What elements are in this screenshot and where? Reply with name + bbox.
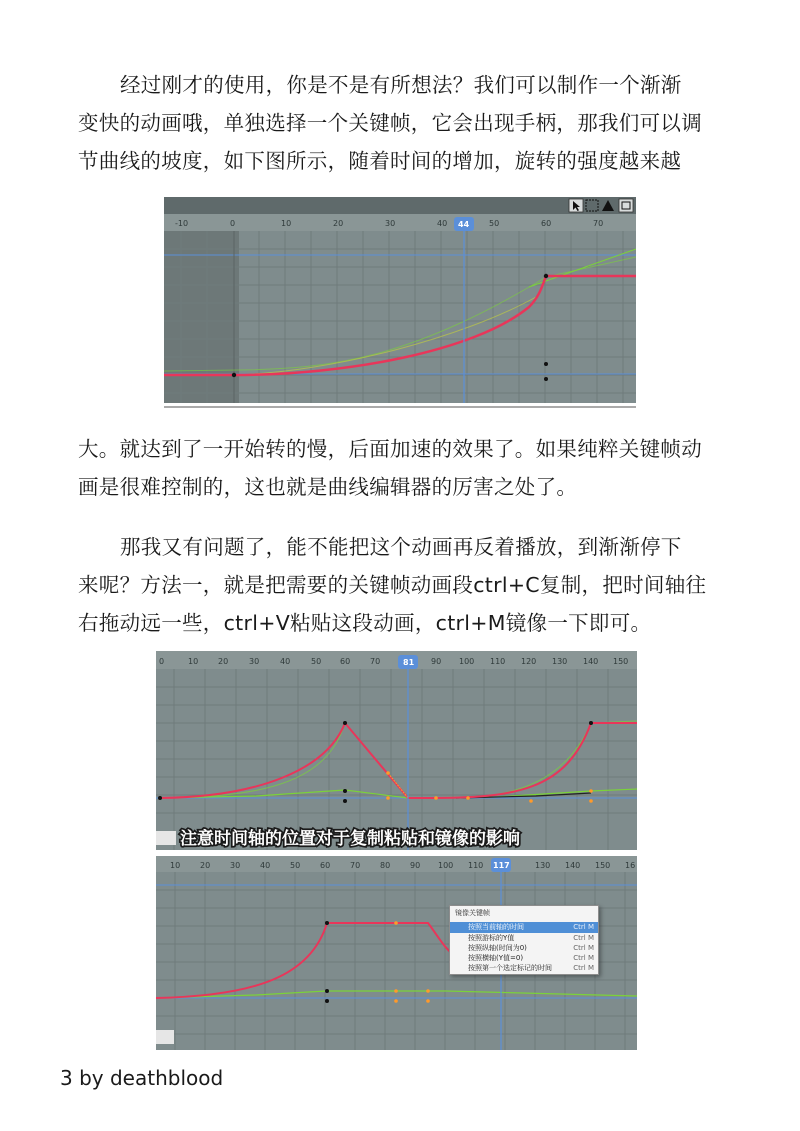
paragraph-question: [78, 528, 726, 642]
keyframe-point: [343, 721, 347, 725]
menu-item-label: 按照当前轴的时间: [468, 923, 524, 932]
ruler-tick: 60: [340, 657, 351, 666]
ruler-tick: 100: [438, 861, 454, 870]
ruler-tick: 100: [459, 657, 475, 666]
ruler-tick: 140: [565, 861, 581, 870]
ruler-tick: 110: [490, 657, 506, 666]
ruler-tick: 60: [320, 861, 331, 870]
ruler-tick: 50: [311, 657, 322, 666]
ruler-tick: 70: [350, 861, 361, 870]
playhead-label: 44: [458, 220, 470, 229]
menu-item-label: 按照纵轴(时间为0): [468, 943, 527, 952]
page-footer: 3 by deathblood: [60, 1066, 224, 1090]
ruler-tick: 10: [281, 219, 292, 228]
handle-point: [325, 989, 329, 993]
keyframe-point: [232, 373, 236, 377]
ruler-tick: 70: [370, 657, 381, 666]
menu-item-label: 按照第一个选定标记的时间: [468, 964, 552, 973]
menu-item-label: 按照横轴(Y值=0): [468, 954, 524, 963]
paragraph-explanation: [78, 430, 726, 506]
text-line: 画是很难控制的，这也就是曲线编辑器的厉害之处了。: [78, 475, 578, 499]
ruler-tick: 110: [468, 861, 484, 870]
menu-item-label: 按照游标的Y值: [468, 933, 515, 942]
curve-editor-screenshot-1: [164, 197, 636, 409]
text-line: 变快的动画哦，单独选择一个关键帧，它会出现手柄，那我们可以调: [78, 111, 702, 135]
keyframe-point: [158, 796, 162, 800]
ruler-tick: 0: [159, 657, 165, 666]
ruler-tick: 90: [410, 861, 421, 870]
ruler-tick: 130: [535, 861, 551, 870]
text-line: 右拖动远一些，ctrl+V粘贴这段动画，ctrl+M镜像一下即可。: [78, 611, 652, 635]
menu-item-shortcut: Ctrl M: [573, 964, 594, 973]
ruler-tick: 20: [333, 219, 344, 228]
text-line: 节曲线的坡度，如下图所示，随着时间的增加，旋转的强度越来越: [78, 149, 682, 173]
ruler-tick: 10: [188, 657, 199, 666]
ruler-tick: 30: [230, 861, 241, 870]
menu-item-mirror-vertical-axis[interactable]: [450, 943, 598, 953]
ruler-tick: 70: [593, 219, 604, 228]
handle-point: [343, 789, 347, 793]
ruler-tick: 50: [489, 219, 500, 228]
ruler-tick: 80: [380, 861, 391, 870]
context-menu-title: 镜像关键帧: [455, 909, 490, 917]
paragraph-intro: [78, 66, 726, 180]
ruler-tick: 40: [260, 861, 271, 870]
ruler-tick: 130: [552, 657, 568, 666]
text-line: 来呢？方法一，就是把需要的关键帧动画段ctrl+C复制，把时间轴往: [78, 573, 707, 597]
ruler-tick: 60: [541, 219, 552, 228]
menu-item-mirror-cursor-y[interactable]: [450, 933, 598, 943]
keyframe-point: [589, 721, 593, 725]
handle-point: [343, 799, 347, 803]
text-line: 大。就达到了一开始转的慢，后面加速的效果了。如果纯粹关键帧动: [78, 437, 702, 461]
ruler-tick: 40: [280, 657, 291, 666]
ruler-tick: -10: [175, 219, 189, 228]
ruler-tick: 10: [170, 861, 181, 870]
keyframe-point: [325, 921, 329, 925]
playhead-label: 81: [403, 658, 415, 667]
handle-point: [544, 362, 548, 366]
ruler-tick: 20: [218, 657, 229, 666]
fit-icon: [619, 199, 633, 212]
menu-item-shortcut: Ctrl M: [573, 943, 594, 952]
ruler-tick: 140: [583, 657, 599, 666]
mirror-keyframes-context-menu: [449, 905, 599, 975]
handle-point: [325, 999, 329, 1003]
ruler-tick: 0: [230, 219, 236, 228]
curve-editor-screenshot-2: [156, 651, 637, 850]
menu-item-mirror-horizontal-axis[interactable]: [450, 953, 598, 963]
ruler-tick: 20: [200, 861, 211, 870]
text-line: 经过刚才的使用，你是不是有所想法？我们可以制作一个渐渐: [120, 73, 682, 97]
menu-item-shortcut: Ctrl M: [573, 954, 594, 963]
menu-item-mirror-first-marker[interactable]: [450, 963, 598, 973]
menu-item-shortcut: Ctrl M: [573, 933, 594, 942]
ruler-tick: 30: [385, 219, 396, 228]
handle-point: [544, 377, 548, 381]
ruler-tick: 30: [249, 657, 260, 666]
ruler-tick: 50: [290, 861, 301, 870]
keyframe-point: [544, 274, 548, 278]
ruler-tick: 16: [625, 861, 636, 870]
ruler-tick: 150: [595, 861, 611, 870]
menu-item-shortcut: Ctrl M: [573, 923, 594, 932]
menu-item-mirror-current-time[interactable]: [450, 922, 598, 932]
video-caption: 注意时间轴的位置对于复制粘贴和镜像的影响: [180, 829, 520, 849]
ruler-tick: 90: [431, 657, 442, 666]
ruler-tick: 150: [613, 657, 629, 666]
ruler-tick: 40: [437, 219, 448, 228]
ruler-tick: 120: [521, 657, 537, 666]
playhead-label: 117: [493, 861, 510, 870]
text-line: 那我又有问题了，能不能把这个动画再反着播放，到渐渐停下: [120, 535, 682, 559]
